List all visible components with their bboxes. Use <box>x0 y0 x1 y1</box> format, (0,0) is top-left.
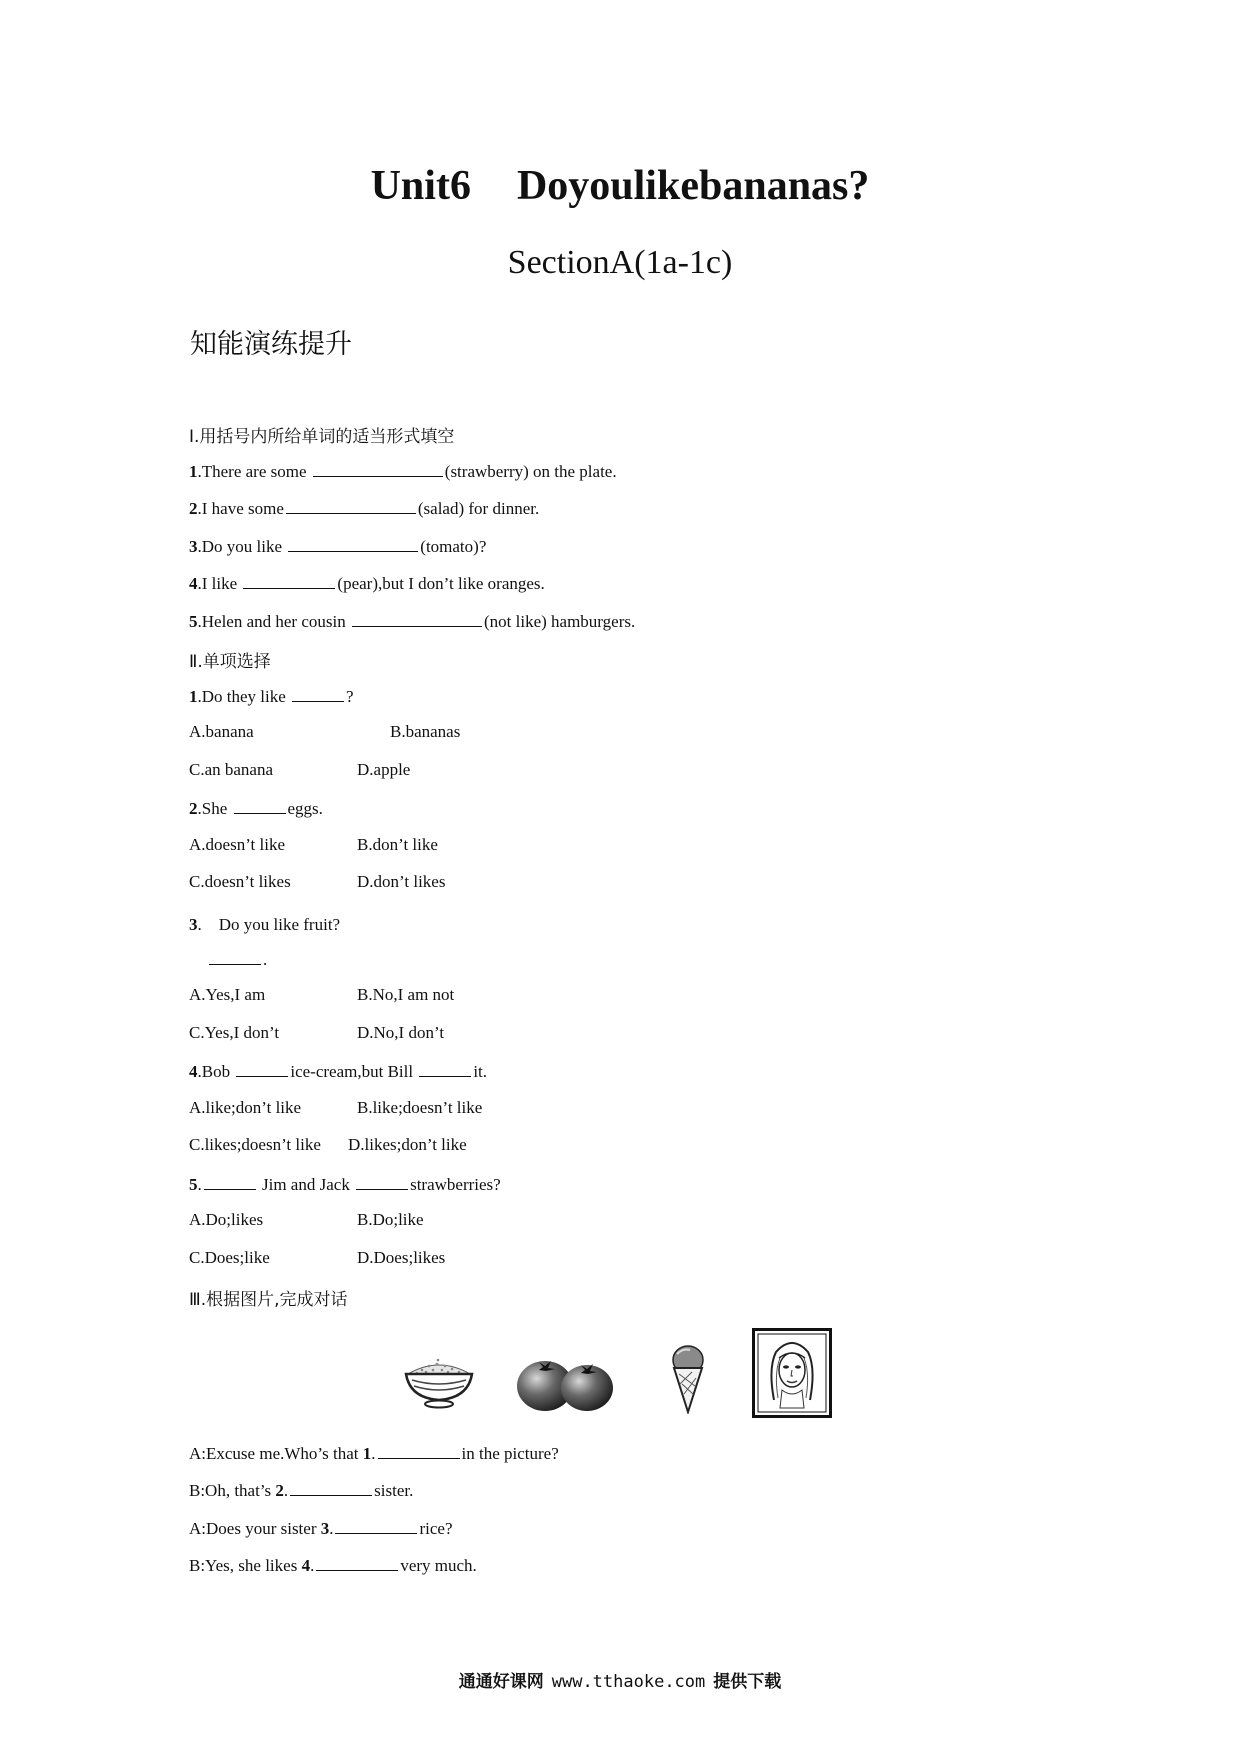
picture-row <box>400 1328 860 1418</box>
footer-site-name: 通通好课网 <box>458 1672 544 1692</box>
answer-blank[interactable] <box>316 1554 398 1571</box>
answer-blank[interactable] <box>236 1060 288 1077</box>
mc-option-a[interactable]: A.doesn’t like <box>189 835 286 854</box>
mc-option-a[interactable]: A.Yes,I am <box>189 985 266 1004</box>
mc-option-b[interactable]: B.Do;like <box>357 1210 424 1229</box>
answer-blank[interactable] <box>335 1517 417 1534</box>
title-question: Doyoulikebananas? <box>516 163 870 209</box>
mc-question-3-answer: . <box>207 948 267 970</box>
answer-blank[interactable] <box>234 797 286 814</box>
mc-option-d[interactable]: D.No,I don’t <box>357 1023 445 1042</box>
answer-blank[interactable] <box>243 572 335 589</box>
fill-item-5: 5.Helen and her cousin (not like) hamburgers. <box>189 612 636 631</box>
mc-question-4: 4.Bob ice-cream,but Bill it. <box>189 1062 488 1081</box>
mc-option-c[interactable]: C.likes;doesn’t like <box>189 1135 321 1154</box>
mc-option-c[interactable]: C.Does;like <box>189 1248 270 1267</box>
girl-portrait-icon <box>752 1328 832 1418</box>
mc-option-b[interactable]: B.bananas <box>390 722 461 741</box>
mc-option-a[interactable]: A.Do;likes <box>189 1210 264 1229</box>
mc-option-c[interactable]: C.an banana <box>189 760 274 779</box>
answer-blank[interactable] <box>288 535 418 552</box>
mc-option-c[interactable]: C.Yes,I don’t <box>189 1023 280 1042</box>
mc-option-a[interactable]: A.like;don’t like <box>189 1098 302 1117</box>
mc-option-d[interactable]: D.apple <box>357 760 411 779</box>
mc-option-d[interactable]: D.likes;don’t like <box>348 1135 467 1154</box>
mc-question-5: 5. Jim and Jack strawberries? <box>189 1175 501 1194</box>
mc-option-d[interactable]: D.don’t likes <box>357 872 446 891</box>
section-banner: 知能演练提升 <box>190 329 352 360</box>
mc-question-3: 3. Do you like fruit? <box>189 915 341 934</box>
fill-item-1: 1.There are some (strawberry) on the plate. <box>189 462 617 481</box>
answer-blank[interactable] <box>292 685 344 702</box>
mc-option-d[interactable]: D.Does;likes <box>357 1248 446 1267</box>
mc-question-1: 1.Do they like ? <box>189 687 354 706</box>
mc-option-b[interactable]: B.No,I am not <box>357 985 455 1004</box>
rice-bowl-icon <box>402 1348 476 1410</box>
ice-cream-icon <box>668 1340 708 1414</box>
fill-item-4: 4.I like (pear),but I don’t like oranges. <box>189 574 545 593</box>
mc-option-b[interactable]: B.don’t like <box>357 835 438 854</box>
mc-question-2: 2.She eggs. <box>189 799 323 818</box>
fill-item-2: 2.I have some (salad) for dinner. <box>189 499 540 518</box>
dialog-line-4: B:Yes, she likes 4. very much. <box>189 1556 477 1575</box>
dialog-line-2: B:Oh, that’s 2. sister. <box>189 1481 414 1500</box>
answer-blank[interactable] <box>209 948 261 965</box>
mc-option-b[interactable]: B.like;doesn’t like <box>357 1098 483 1117</box>
answer-blank[interactable] <box>313 460 443 477</box>
dialog-line-3: A:Does your sister 3. rice? <box>189 1519 453 1538</box>
fill-item-3: 3.Do you like (tomato)? <box>189 537 487 556</box>
footer-url[interactable]: www.tthaoke.com <box>551 1672 706 1692</box>
mc-option-a[interactable]: A.banana <box>189 722 254 741</box>
answer-blank[interactable] <box>290 1479 372 1496</box>
dialog-line-1: A:Excuse me.Who’s that 1. in the picture? <box>189 1444 559 1463</box>
section3-heading: Ⅲ.根据图片,完成对话 <box>189 1290 348 1310</box>
section2-heading: Ⅱ.单项选择 <box>189 652 271 672</box>
answer-blank[interactable] <box>352 610 482 627</box>
answer-blank[interactable] <box>204 1173 256 1190</box>
footer-download-text: 提供下载 <box>713 1672 782 1692</box>
answer-blank[interactable] <box>419 1060 471 1077</box>
answer-blank[interactable] <box>378 1442 460 1459</box>
page-subtitle: SectionA(1a-1c) <box>507 244 733 281</box>
page-title <box>0 162 1240 210</box>
footer <box>0 1667 1240 1692</box>
tomatoes-icon <box>515 1350 615 1414</box>
title-unit: Unit6 <box>370 163 471 209</box>
answer-blank[interactable] <box>286 497 416 514</box>
section1-heading: Ⅰ.用括号内所给单词的适当形式填空 <box>189 427 455 447</box>
answer-blank[interactable] <box>356 1173 408 1190</box>
mc-option-c[interactable]: C.doesn’t likes <box>189 872 291 891</box>
